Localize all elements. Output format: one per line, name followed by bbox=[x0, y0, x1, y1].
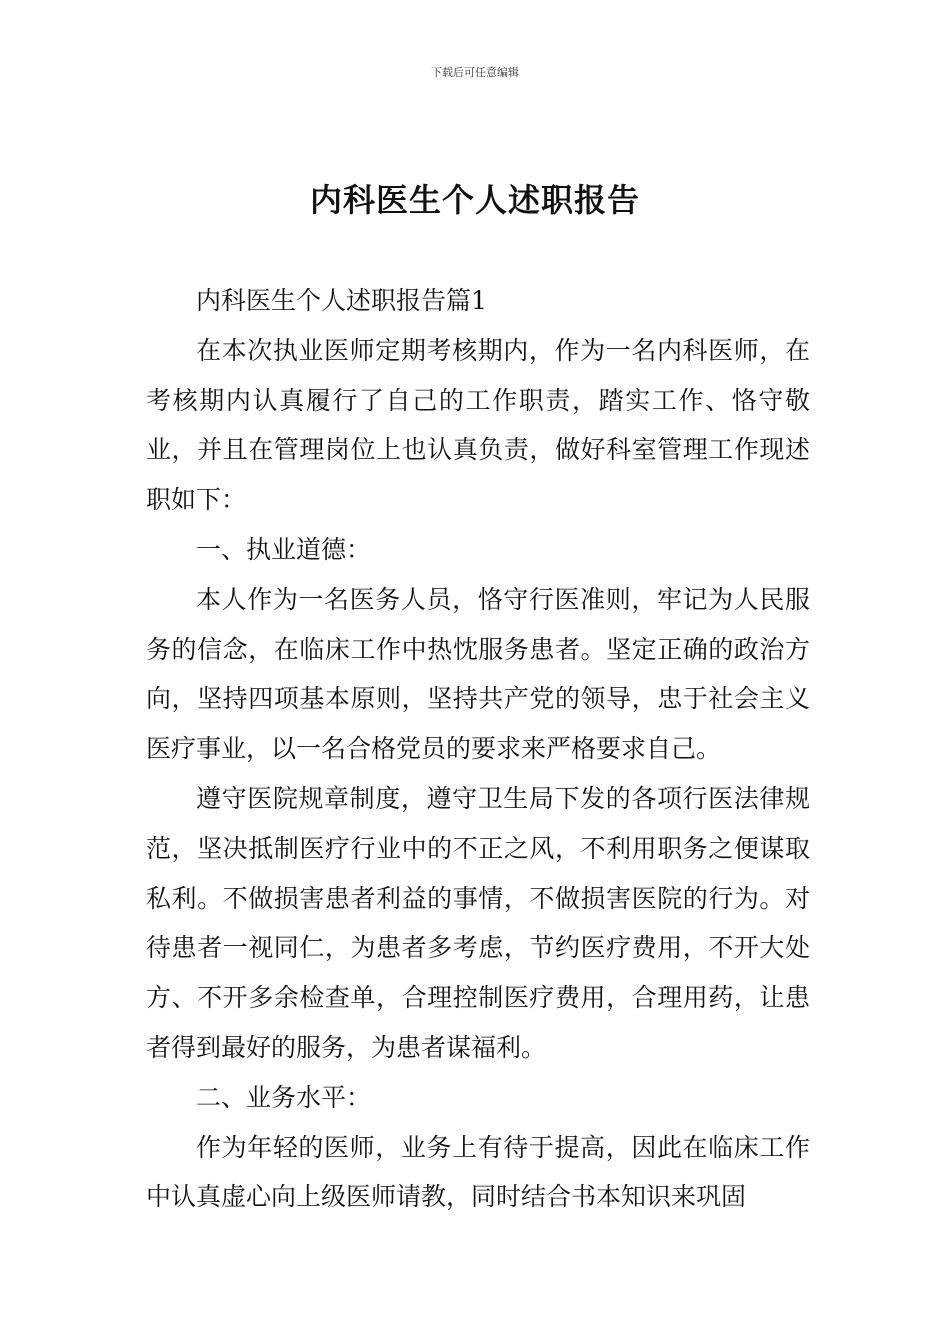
skills-paragraph: 作为年轻的医师，业务上有待于提高，因此在临床工作中认真虚心向上级医师请教，同时结合书本知识来巩固 bbox=[146, 1132, 810, 1212]
section-heading-report-1: 内科医生个人述职报告篇1 bbox=[196, 286, 487, 315]
section-heading-skills: 二、业务水平： bbox=[196, 1082, 372, 1112]
header-note: 下载后可任意编辑 bbox=[431, 66, 519, 79]
ethics-paragraph-1: 本人作为一名医务人员，恪守行医准则，牢记为人民服务的信念，在临床工作中热忱服务患者。坚定正确的政治方向，坚持四项基本原则，坚持共产党的领导，忠于社会主义医疗事业，以一名合格党员的要求来严格要求自己。 bbox=[146, 584, 810, 764]
document-body bbox=[146, 276, 810, 1222]
ethics-paragraph-2: 遵守医院规章制度，遵守卫生局下发的各项行医法律规范，坚决抵制医疗行业中的不正之风，不利用职务之便谋取私利。不做损害患者利益的事情，不做损害医院的行为。对待患者一视同仁，为患者多考虑，节约医疗费用，不开大处方、不开多余检查单，合理控制医疗费用，合理用药，让患者得到最好的服务，为患者谋福利。 bbox=[146, 783, 810, 1062]
section-heading-ethics: 一、执业道德： bbox=[196, 534, 372, 564]
document-title: 内科医生个人述职报告 bbox=[309, 181, 640, 219]
intro-paragraph: 在本次执业医师定期考核期内，作为一名内科医师，在考核期内认真履行了自己的工作职责，踏实工作、恪守敬业，并且在管理岗位上也认真负责，做好科室管理工作现述职如下： bbox=[146, 335, 810, 515]
